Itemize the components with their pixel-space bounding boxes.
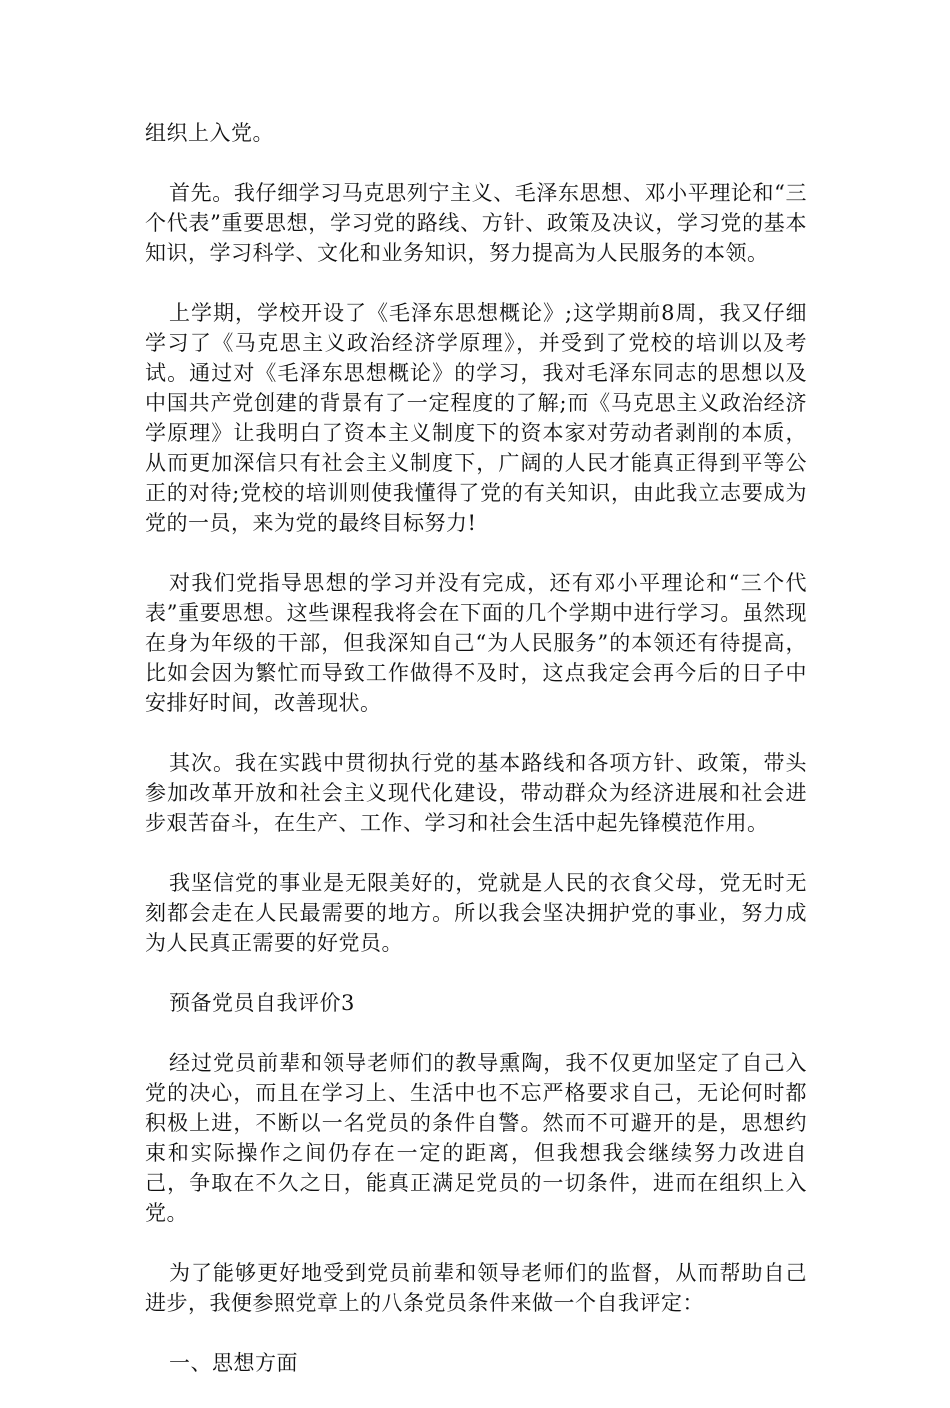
- paragraph: 经过党员前辈和领导老师们的教导熏陶，我不仅更加坚定了自己入党的决心，而且在学习上、生活中也不忘严格要求自己，无论何时都积极上进，不断以一名党员的条件自警。然而不可避开的是，思想约束和实际操作之间仍存在一定的距离，但我想我会继续努力改进自己，争取在不久之日，能真正满足党员的一切条件，进而在组织上入党。: [145, 1051, 807, 1225]
- paragraph: 其次。我在实践中贯彻执行党的基本路线和各项方针、政策，带头参加改革开放和社会主义现代化建设，带动群众为经济进展和社会进步艰苦奋斗，在生产、工作、学习和社会生活中起先锋模范作用。: [145, 751, 807, 835]
- subsection-heading: 一、思想方面: [169, 1351, 298, 1375]
- section-heading: 预备党员自我评价3: [169, 991, 355, 1015]
- paragraph: 上学期，学校开设了《毛泽东思想概论》;这学期前8周，我又仔细学习了《马克思主义政治经济学原理》，并受到了党校的培训以及考试。通过对《毛泽东思想概论》的学习，我对毛泽东同志的思想以及中国共产党创建的背景有了一定程度的了解;而《马克思主义政治经济学原理》让我明白了资本主义制度下的资本家对劳动者剥削的本质，从而更加深信只有社会主义制度下，广阔的人民才能真正得到平等公正的对待;党校的培训则使我懂得了党的有关知识，由此我立志要成为党的一员，来为党的最终目标努力!: [145, 301, 807, 535]
- paragraph: 我坚信党的事业是无限美好的，党就是人民的衣食父母，党无时无刻都会走在人民最需要的地方。所以我会坚决拥护党的事业，努力成为人民真正需要的好党员。: [145, 871, 807, 955]
- document-page: [145, 118, 807, 1408]
- paragraph: 对我们党指导思想的学习并没有完成，还有邓小平理论和“三个代表”重要思想。这些课程我将会在下面的几个学期中进行学习。虽然现在身为年级的干部，但我深知自己“为人民服务”的本领还有待提高，比如会因为繁忙而导致工作做得不及时，这点我定会再今后的日子中安排好时间，改善现状。: [145, 571, 807, 715]
- paragraph: 组织上入党。: [145, 121, 274, 145]
- paragraph: 首先。我仔细学习马克思列宁主义、毛泽东思想、邓小平理论和“三个代表”重要思想，学习党的路线、方针、政策及决议，学习党的基本知识，学习科学、文化和业务知识，努力提高为人民服务的本领。: [145, 181, 807, 265]
- paragraph: 为了能够更好地受到党员前辈和领导老师们的监督，从而帮助自己进步，我便参照党章上的八条党员条件来做一个自我评定：: [145, 1261, 807, 1315]
